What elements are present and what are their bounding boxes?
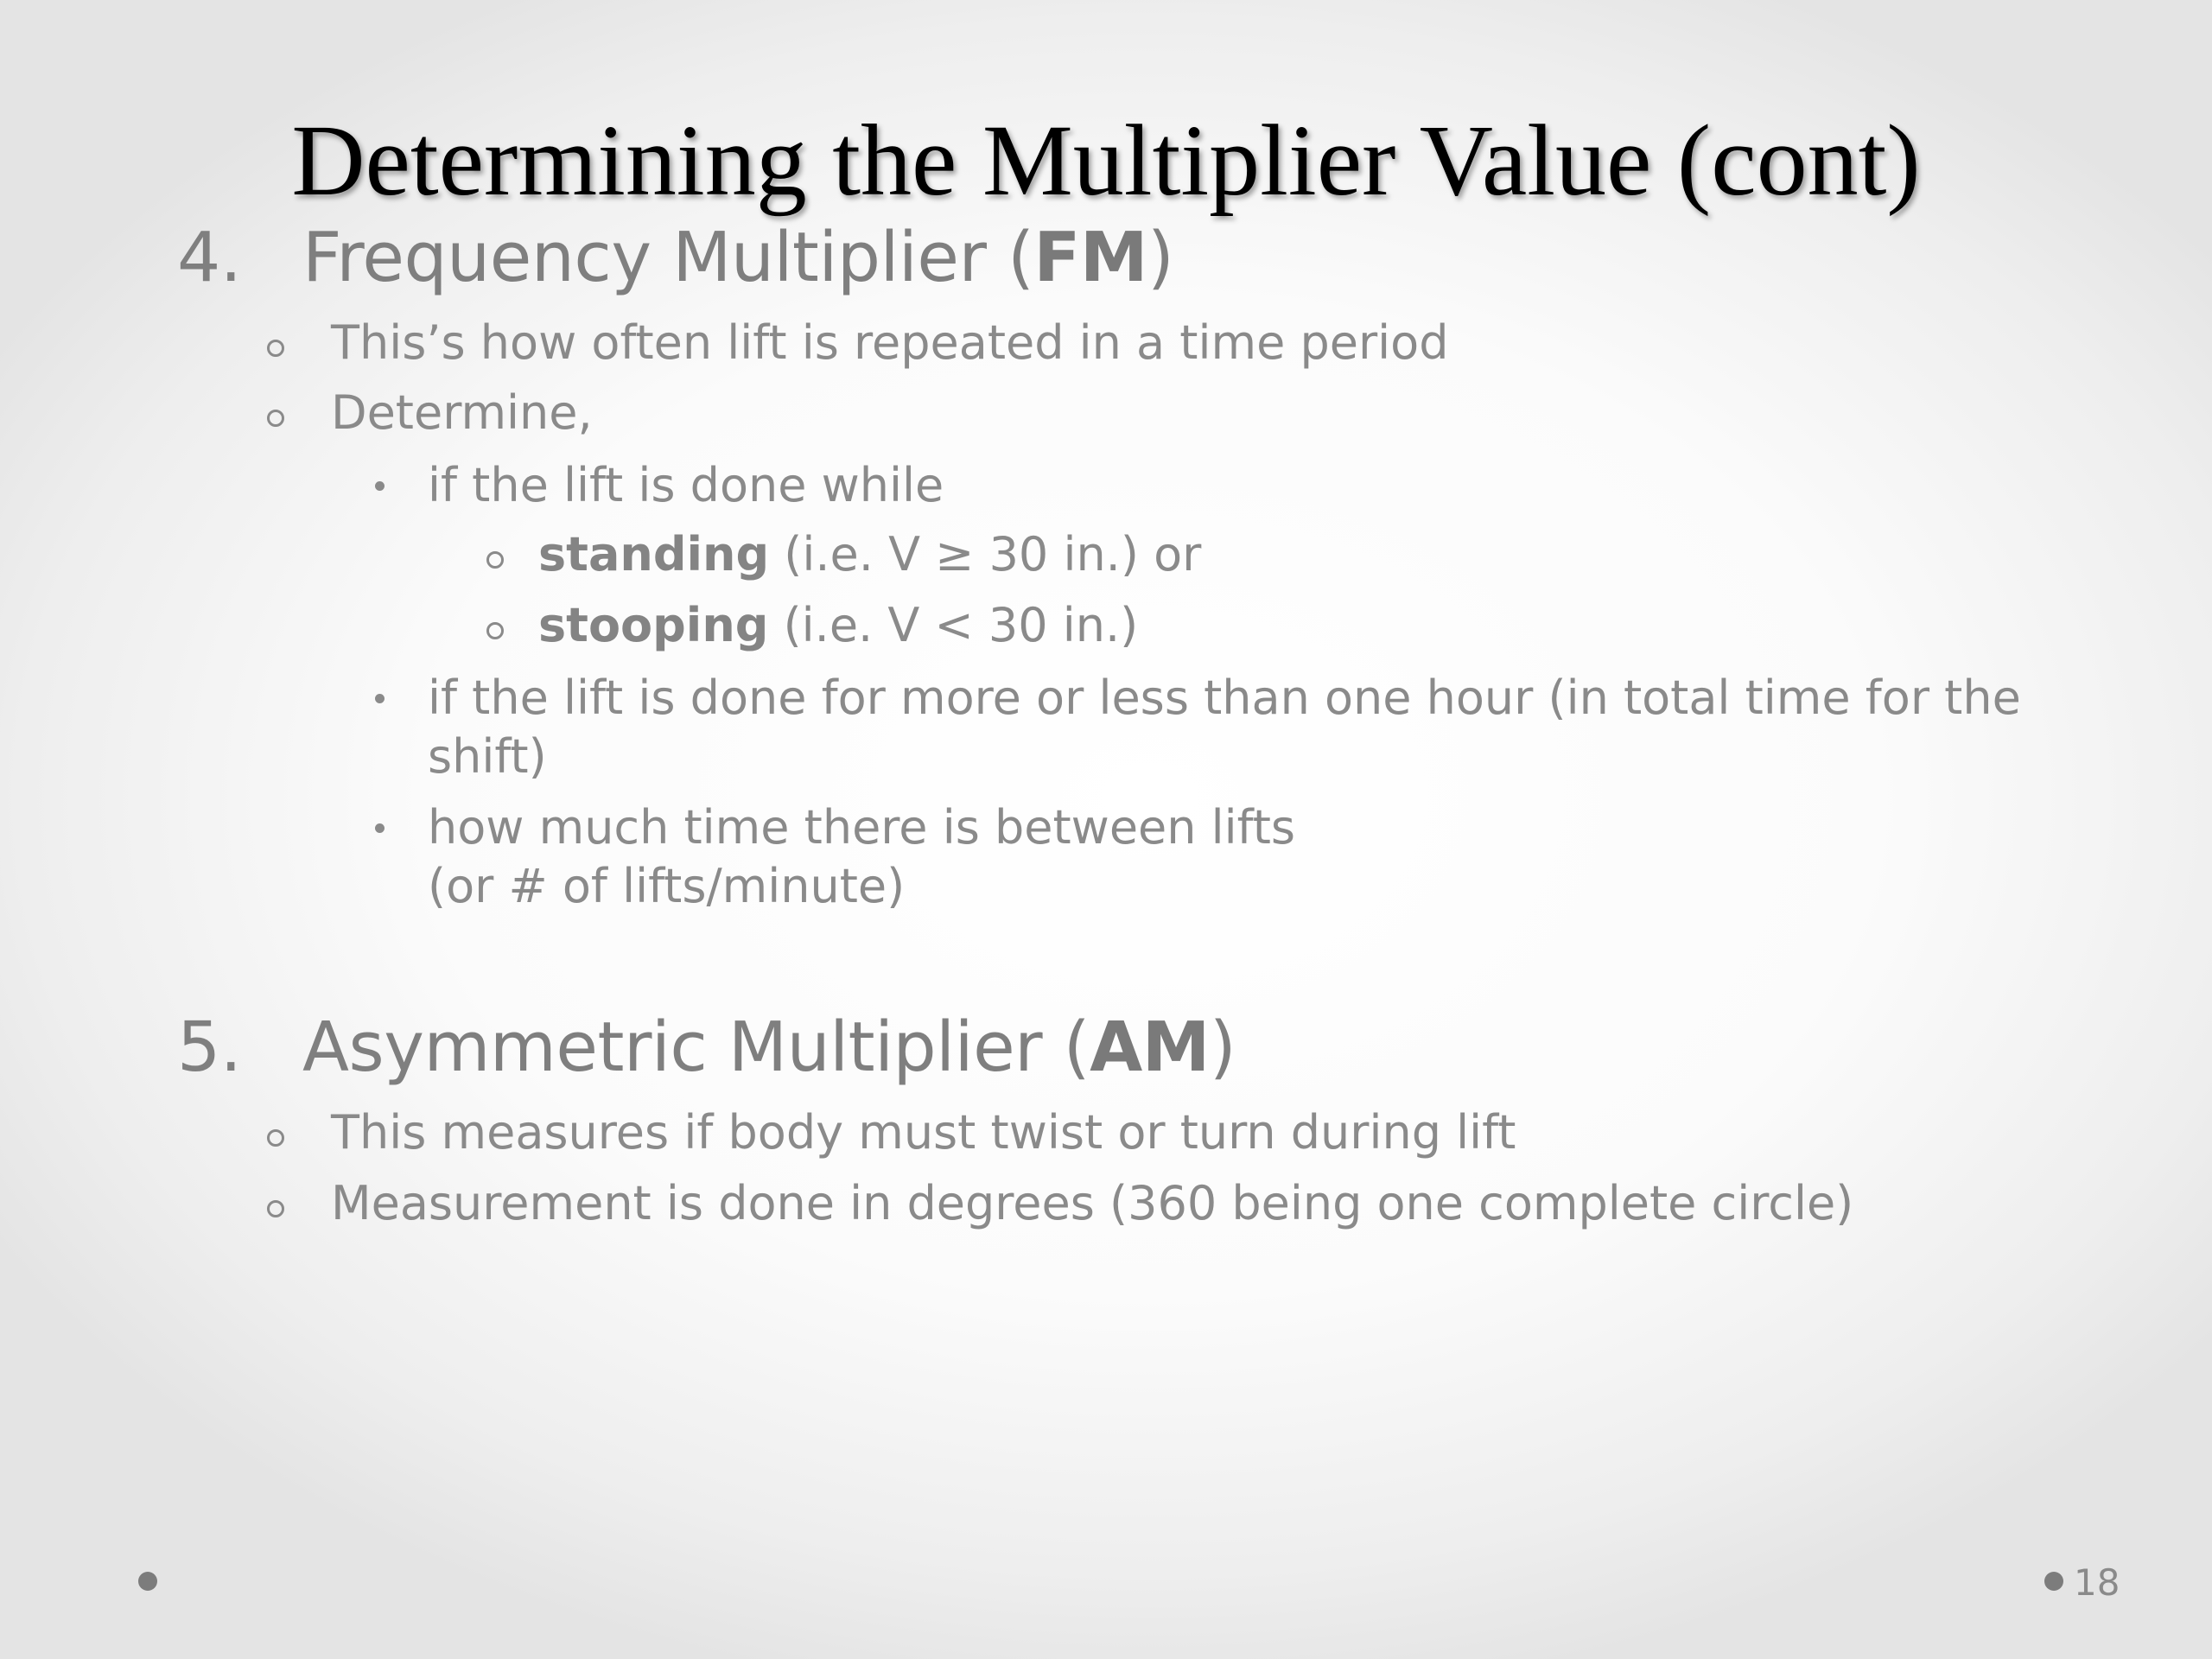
bullet-dot-icon xyxy=(375,694,385,703)
keyword-standing: standing xyxy=(538,527,770,582)
sub-list-item: if the lift is done for more or less than one hour (in total time for the shift) xyxy=(428,671,2021,784)
sub-sub-list-item: standing (i.e. V ≥ 30 in.) or xyxy=(538,527,1202,582)
hollow-bullet-icon xyxy=(486,551,504,569)
bullet-dot-icon xyxy=(375,823,385,833)
hollow-bullet-icon xyxy=(486,622,504,639)
section-title: Frequency Multiplier (FM) xyxy=(302,218,1174,297)
sub-list-item: how much time there is between lifts xyxy=(428,800,1296,855)
list-item: This’s how often lift is repeated in a time period xyxy=(331,315,1449,370)
list-item: Measurement is done in degrees (360 being one complete circle) xyxy=(331,1176,1854,1230)
hollow-bullet-icon xyxy=(267,1200,284,1217)
list-item: This measures if body must twist or turn during lift xyxy=(331,1105,1516,1160)
hollow-bullet-icon xyxy=(267,340,284,357)
slide-title: Determining the Multiplier Value (cont) xyxy=(291,104,1921,217)
sub-list-item-continuation: (or # of lifts/minute) xyxy=(428,859,906,913)
bullet-dot-icon xyxy=(375,481,385,491)
section-title: Asymmetric Multiplier (AM) xyxy=(302,1007,1236,1087)
hollow-bullet-icon xyxy=(267,410,284,427)
hollow-bullet-icon xyxy=(267,1129,284,1147)
abbreviation-am: AM xyxy=(1090,1007,1210,1087)
page-number: 18 xyxy=(2074,1561,2120,1604)
section-number: 5. xyxy=(177,1007,242,1087)
sub-sub-list-item: stooping (i.e. V < 30 in.) xyxy=(538,598,1139,652)
decorative-dot-icon xyxy=(138,1572,157,1591)
list-item: Determine, xyxy=(331,385,593,440)
sub-list-item: if the lift is done while xyxy=(428,458,944,512)
keyword-stooping: stooping xyxy=(538,598,769,652)
abbreviation-fm: FM xyxy=(1033,218,1147,297)
decorative-dot-icon xyxy=(2044,1572,2063,1591)
section-number: 4. xyxy=(177,218,242,297)
